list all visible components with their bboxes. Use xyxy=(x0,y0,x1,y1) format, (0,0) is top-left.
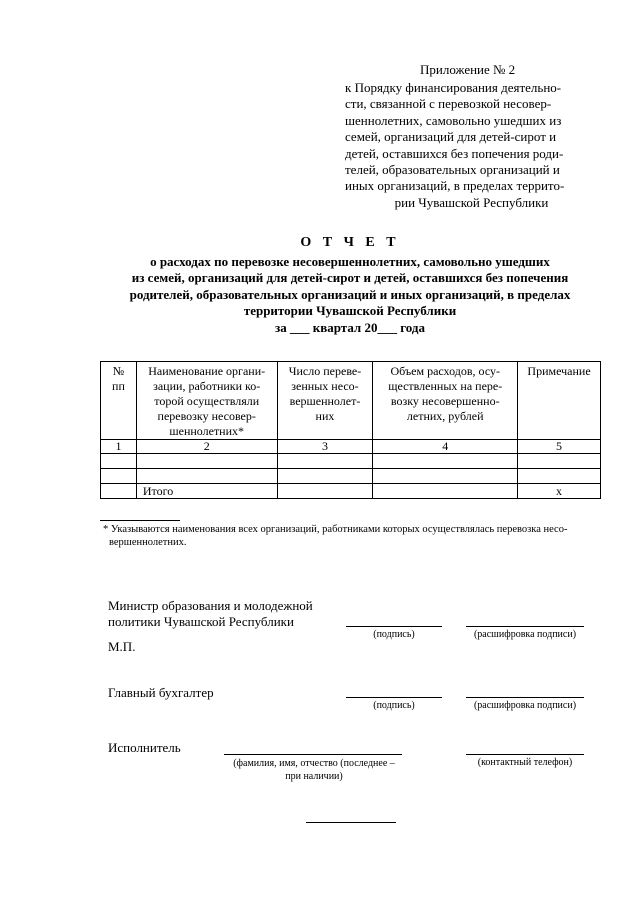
decoding-caption: (расшифровка подписи) xyxy=(473,629,577,640)
table-row xyxy=(101,454,601,469)
accountant-signature-line[interactable] xyxy=(346,697,442,698)
appendix-line: к Порядку финансирования деятельно- xyxy=(345,80,562,95)
appendix-line: телей, образовательных организаций и xyxy=(345,162,560,178)
footnote xyxy=(103,523,600,549)
appendix-line: сти, связанной с перевозкой несовер- xyxy=(345,96,552,112)
table-cell[interactable] xyxy=(101,469,137,484)
table-number-row xyxy=(101,440,601,454)
table-cell[interactable] xyxy=(373,484,518,499)
table-cell[interactable] xyxy=(277,469,373,484)
signature-caption: (подпись) xyxy=(373,700,415,711)
footnote-divider xyxy=(100,520,180,521)
column-number: 3 xyxy=(277,440,373,454)
decoding-caption: (расшифровка подписи) xyxy=(473,700,577,711)
table-cell[interactable] xyxy=(518,469,601,484)
table-cell[interactable] xyxy=(277,454,373,469)
appendix-body xyxy=(345,80,598,211)
report-period: за ___ квартал 20___ года xyxy=(274,319,426,335)
executor-name-line[interactable] xyxy=(224,754,402,755)
table-cell[interactable] xyxy=(101,454,137,469)
footnote-line: вершеннолетних. xyxy=(109,537,187,548)
minister-title: Министр образования и молодежной политики Чувашской Республики xyxy=(108,598,313,629)
report-subtitle-line: из семей, организаций для детей-сирот и детей, оставшихся без попечения xyxy=(131,270,569,285)
end-divider xyxy=(306,822,396,823)
executor-label: Исполнитель xyxy=(108,740,181,755)
table-cell[interactable] xyxy=(373,454,518,469)
minister-decoding-line[interactable] xyxy=(466,626,584,627)
table-cell[interactable] xyxy=(277,484,373,499)
table-total-row xyxy=(101,484,601,499)
column-number: 2 xyxy=(136,440,277,454)
stamp-label: М.П. xyxy=(108,639,136,654)
header-number: № пп xyxy=(101,362,137,440)
table-header-row xyxy=(101,362,601,440)
table-cell[interactable] xyxy=(136,454,277,469)
executor-phone-line[interactable] xyxy=(466,754,584,755)
table-row xyxy=(101,469,601,484)
signature-caption: (подпись) xyxy=(373,629,415,640)
report-subtitle-line: родителей, образовательных организаций и иных организаций, в пределах xyxy=(129,286,571,302)
appendix-line: иных организаций, в пределах террито- xyxy=(345,178,565,194)
total-label: Итого xyxy=(136,484,277,499)
total-note: х xyxy=(518,484,601,499)
report-heading xyxy=(100,235,600,336)
appendix-line: семей, организаций для детей-сирот и xyxy=(345,129,557,145)
table-cell[interactable] xyxy=(136,469,277,484)
accountant-decoding-line[interactable] xyxy=(466,697,584,698)
table-cell[interactable] xyxy=(373,469,518,484)
column-number: 1 xyxy=(101,440,137,454)
header-note: Примечание xyxy=(518,362,601,440)
report-subtitle-line: территории Чувашской Республики xyxy=(243,303,457,318)
header-organization: Наименование органи- зации, работники ко- торой осуществляли перевозку несовер- шеннолетних* xyxy=(136,362,277,440)
appendix-line: шеннолетних, самовольно ушедших из xyxy=(345,112,562,128)
report-title: О Т Ч Е Т xyxy=(300,235,400,250)
header-count: Число переве- зенных несо- вершеннолет- них xyxy=(277,362,373,440)
footnote-line: * Указываются наименования всех организаций, работниками которых осуществлялась перевозка несо- xyxy=(103,524,568,535)
column-number: 4 xyxy=(373,440,518,454)
table-cell[interactable] xyxy=(518,454,601,469)
fio-caption: (фамилия, имя, отчество (последнее – при наличии) xyxy=(233,758,395,782)
header-expenses: Объем расходов, осу- ществленных на пере- возку несовершенно- летних, рублей xyxy=(373,362,518,440)
accountant-label: Главный бухгалтер xyxy=(108,685,214,700)
table-cell xyxy=(101,484,137,499)
phone-caption: (контактный телефон) xyxy=(477,757,573,768)
report-table xyxy=(100,361,601,499)
report-subtitle-line: о расходах по перевозке несовершеннолетних, самовольно ушедших xyxy=(150,253,550,269)
appendix-title: Приложение № 2 xyxy=(420,62,516,77)
column-number: 5 xyxy=(518,440,601,454)
minister-signature-line[interactable] xyxy=(346,626,442,627)
appendix-line: рии Чувашской Республики xyxy=(394,194,549,210)
appendix-line: детей, оставшихся без попечения роди- xyxy=(345,145,564,161)
